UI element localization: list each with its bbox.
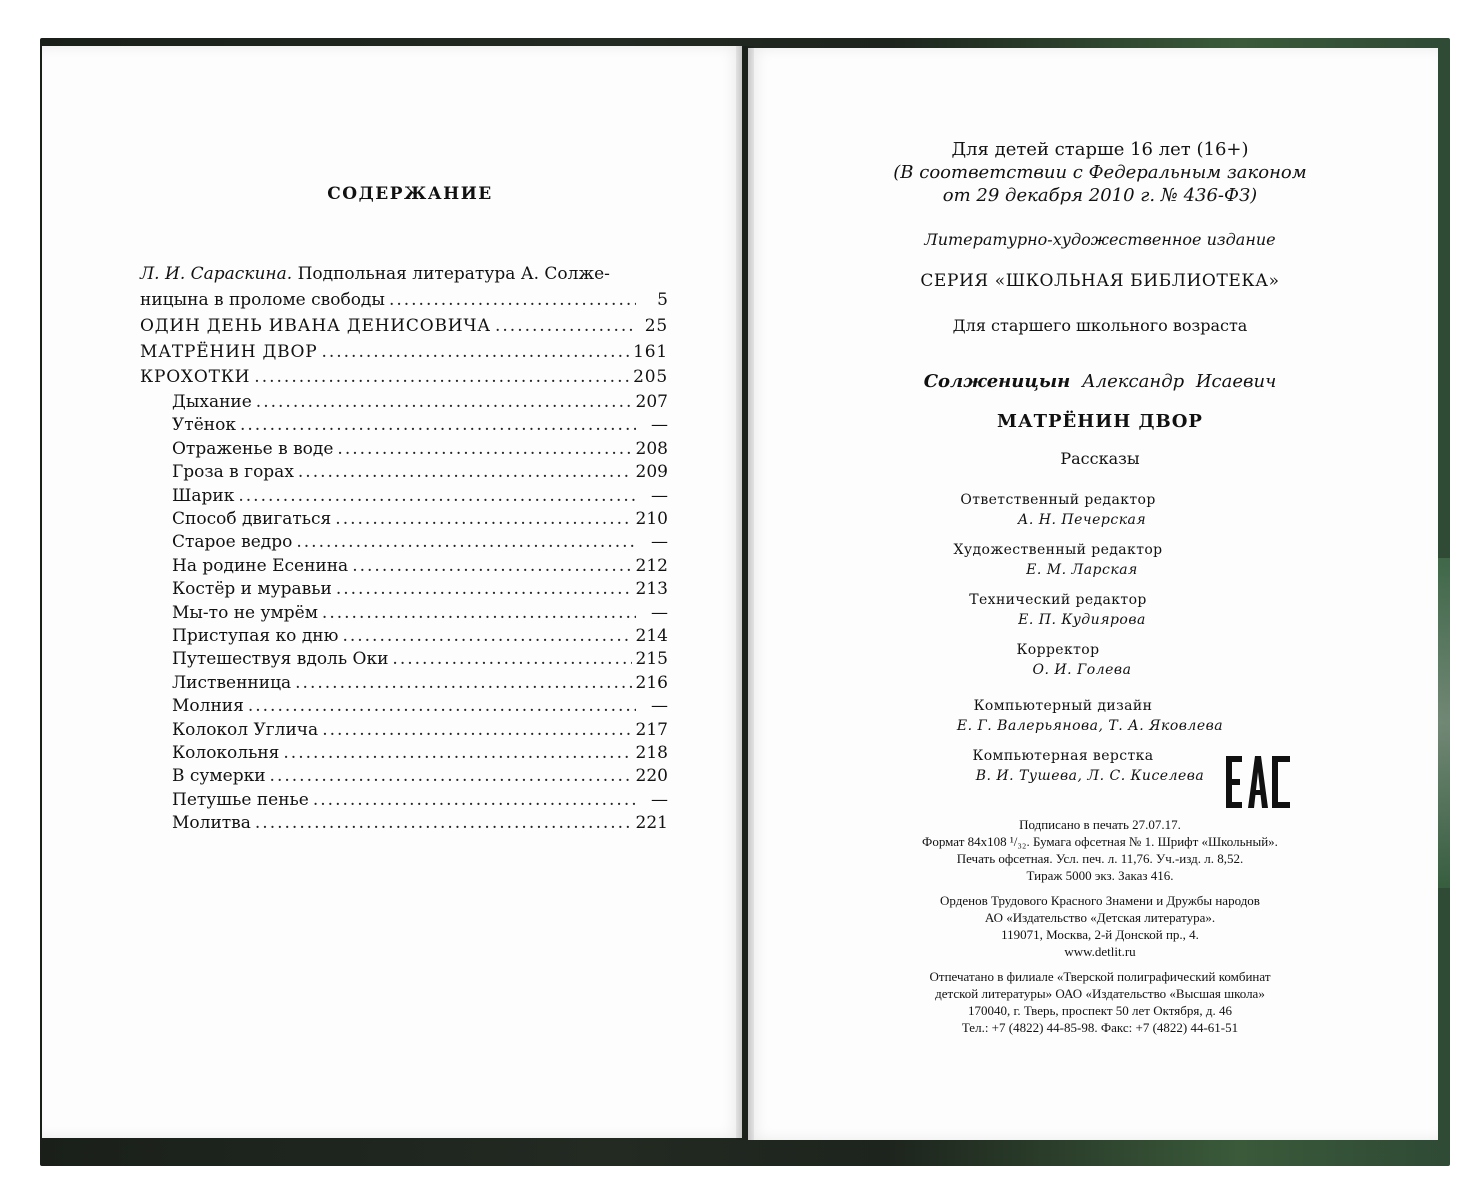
credit-role: Художественный редактор	[953, 542, 1163, 558]
toc-entry-title: Костёр и муравьи	[172, 579, 332, 600]
toc-entry	[172, 696, 668, 716]
toc-entry-page: —	[651, 602, 668, 623]
toc-entry-title: Дыхание	[172, 392, 252, 412]
toc-leader-dots	[313, 790, 636, 810]
toc-intro-line1: Подпольная литература А. Солже-	[297, 264, 610, 284]
print-detail-line: Тираж 5000 экз. Заказ 416.	[1026, 868, 1174, 883]
toc-leader-dots	[283, 743, 631, 763]
print-detail-line: Печать офсетная. Усл. печ. л. 11,76. Уч.-изд. л. 8,52.	[956, 851, 1244, 866]
toc-entry-page: —	[651, 532, 668, 553]
edition-type: Литературно-художественное издание	[924, 230, 1276, 249]
toc-entry-page: 218	[635, 743, 668, 763]
printer-line: 170040, г. Тверь, проспект 50 лет Октября, д. 46	[968, 1003, 1232, 1018]
toc-entry-page: 25	[644, 316, 668, 336]
series-title: СЕРИЯ «ШКОЛЬНАЯ БИБЛИОТЕКА»	[920, 271, 1280, 291]
toc-entry-page: 207	[635, 392, 668, 412]
author-given-name: Александр Исаевич	[1082, 371, 1277, 392]
toc-entry-title: МАТРЁНИН ДВОР	[140, 341, 318, 362]
toc-entry-page: 216	[635, 672, 668, 693]
toc-leader-dots	[322, 720, 631, 740]
toc-entry	[172, 673, 668, 693]
toc-entry-page: 210	[635, 509, 668, 529]
toc-leader-dots	[270, 766, 632, 786]
toc-leader-dots	[240, 415, 636, 435]
toc-intro-line2: ницына в проломе свободы	[140, 290, 385, 310]
age-rating: Для детей старше 16 лет (16+)	[951, 139, 1249, 160]
law-reference-2: от 29 декабря 2010 г. № 436-ФЗ)	[942, 185, 1258, 206]
toc-leader-dots	[342, 626, 631, 646]
toc-entry-title: Старое ведро	[172, 532, 293, 553]
toc-entry	[172, 720, 668, 740]
print-details	[760, 816, 1440, 884]
publisher-details	[760, 892, 1440, 960]
toc-entry-title: Колокольня	[172, 743, 280, 763]
publisher-line: 119071, Москва, 2-й Донской пр., 4.	[1001, 927, 1199, 942]
toc-entry-title: Молитва	[172, 813, 251, 834]
toc-entry-page: 161	[633, 341, 668, 362]
toc-leader-dots	[352, 556, 631, 576]
toc-entry-page: 215	[635, 649, 668, 670]
toc-entry	[140, 342, 668, 362]
toc-entry	[172, 790, 668, 810]
credit-name: Е. М. Ларская	[1026, 562, 1138, 578]
toc-entry	[172, 743, 668, 763]
toc-entry-page: 205	[633, 367, 668, 387]
toc-entry-page: 220	[635, 766, 668, 787]
toc-entry-title: Мы-то не умрём	[172, 602, 318, 623]
toc-entry-page: 212	[635, 555, 668, 576]
toc-entry	[172, 603, 668, 623]
publisher-line: www.detlit.ru	[1064, 944, 1136, 959]
toc-entry	[172, 462, 668, 482]
toc-entry-page: 214	[635, 626, 668, 646]
toc-entry-title: Колокол Углича	[172, 719, 319, 740]
toc-entry-title: Лиственница	[172, 672, 292, 693]
toc-entry	[172, 766, 668, 786]
toc-entry-title: На родине Есенина	[172, 555, 349, 576]
toc-intro-entry	[140, 261, 670, 313]
book-title: МАТРЁНИН ДВОР	[997, 411, 1203, 432]
toc-entry-title: Приступая ко дню	[172, 626, 339, 646]
printer-line: Тел.: +7 (4822) 44-85-98. Факс: +7 (4822) 44-61-51	[961, 1020, 1239, 1035]
toc-leader-dots	[298, 462, 632, 482]
toc-entry	[172, 579, 668, 599]
toc-leader-dots	[296, 532, 636, 552]
toc-entry	[172, 439, 668, 459]
printer-line: детской литературы» ОАО «Издательство «Высшая школа»	[935, 986, 1265, 1001]
credit-name: Е. Г. Валерьянова, Т. А. Яковлева	[956, 718, 1224, 734]
age-rating-block	[760, 138, 1440, 207]
toc-entry-title: Петушье пенье	[172, 789, 309, 810]
printer-line: Отпечатано в филиале «Тверской полиграфический комбинат	[929, 969, 1271, 984]
toc-entry-title: Шарик	[172, 485, 235, 506]
toc-entry-title: В сумерки	[172, 766, 266, 787]
credit-name: А. Н. Печерская	[1017, 512, 1147, 528]
toc-entry-title: Гроза в горах	[172, 462, 294, 483]
toc-leader-dots	[322, 603, 636, 623]
toc-entry-title: ОДИН ДЕНЬ ИВАНА ДЕНИСОВИЧА	[140, 316, 491, 336]
law-reference-1: (В соответствии с Федеральным законом	[893, 162, 1307, 183]
toc-entry	[172, 813, 668, 833]
toc-entry-page: —	[651, 696, 668, 717]
toc-entry	[140, 316, 668, 336]
toc-entry-page: 213	[635, 579, 668, 600]
credit-role: Технический редактор	[969, 592, 1147, 608]
toc-entry	[140, 367, 668, 387]
credit-name: В. И. Тушева, Л. С. Киселева	[975, 768, 1205, 784]
credit-name: О. И. Голева	[1032, 662, 1132, 678]
audience-note: Для старшего школьного возраста	[952, 316, 1248, 335]
toc-entry-title: Способ двигаться	[172, 509, 332, 529]
toc-entry-title: КРОХОТКИ	[140, 367, 251, 387]
toc-leader-dots	[337, 439, 631, 459]
toc-leader-dots	[336, 579, 632, 599]
print-detail-line: Формат 84x108 ¹/₃₂. Бумага офсетная № 1. Шрифт «Школьный».	[922, 834, 1278, 849]
toc-entry	[172, 392, 668, 412]
toc-entry	[172, 509, 668, 529]
toc-entry-title: Утёнок	[172, 415, 236, 436]
toc-leader-dots	[248, 696, 636, 716]
publisher-line: Орденов Трудового Красного Знамени и Дружбы народов	[940, 893, 1260, 908]
toc-entry-title: Молния	[172, 696, 244, 717]
toc-title: СОДЕРЖАНИЕ	[327, 184, 493, 204]
toc-leader-dots	[392, 649, 631, 669]
toc-entry-page: 221	[635, 813, 668, 834]
toc-entry	[172, 626, 668, 646]
toc-entry	[172, 649, 668, 669]
credit-role: Компьютерный дизайн	[973, 698, 1153, 714]
toc-entry-page: 217	[635, 719, 668, 740]
toc-intro-line2-row	[140, 287, 668, 313]
toc-entry-page: —	[651, 415, 668, 436]
printer-details	[760, 968, 1440, 1036]
toc-entry-page: 208	[635, 438, 668, 459]
publisher-line: АО «Издательство «Детская литература».	[984, 910, 1216, 925]
toc-leader-dots	[335, 509, 631, 529]
toc-entry-page: —	[651, 789, 668, 810]
toc-intro-author: Л. И. Сараскина.	[140, 264, 293, 284]
eac-mark-icon	[1222, 750, 1294, 814]
toc-leader-dots	[389, 287, 636, 313]
toc-leader-dots	[495, 316, 636, 336]
print-detail-line: Подписано в печать 27.07.17.	[1019, 817, 1181, 832]
credit-name: Е. П. Кудиярова	[1018, 612, 1146, 628]
toc-entry-page: —	[651, 485, 668, 506]
toc-intro-page: 5	[657, 290, 668, 310]
toc-entry	[172, 486, 668, 506]
toc-entry	[172, 532, 668, 552]
toc-leader-dots	[238, 486, 636, 506]
credit-role: Корректор	[1016, 642, 1100, 658]
toc-leader-dots	[256, 392, 632, 412]
toc-entry-title: Отраженье в воде	[172, 438, 334, 459]
toc-entry	[172, 415, 668, 435]
toc-leader-dots	[321, 342, 629, 362]
credit-role: Ответственный редактор	[960, 492, 1156, 508]
book-genre: Рассказы	[1060, 449, 1140, 468]
credit-role: Компьютерная верстка	[972, 748, 1154, 764]
toc-leader-dots	[254, 367, 629, 387]
toc-leader-dots	[295, 673, 631, 693]
toc-entry-page: 209	[635, 462, 668, 483]
author-surname: Солженицын	[923, 371, 1071, 392]
toc-leader-dots	[255, 813, 632, 833]
toc-entry-title: Путешествуя вдоль Оки	[172, 649, 389, 670]
author-name	[760, 371, 1440, 392]
toc-entry	[172, 556, 668, 576]
